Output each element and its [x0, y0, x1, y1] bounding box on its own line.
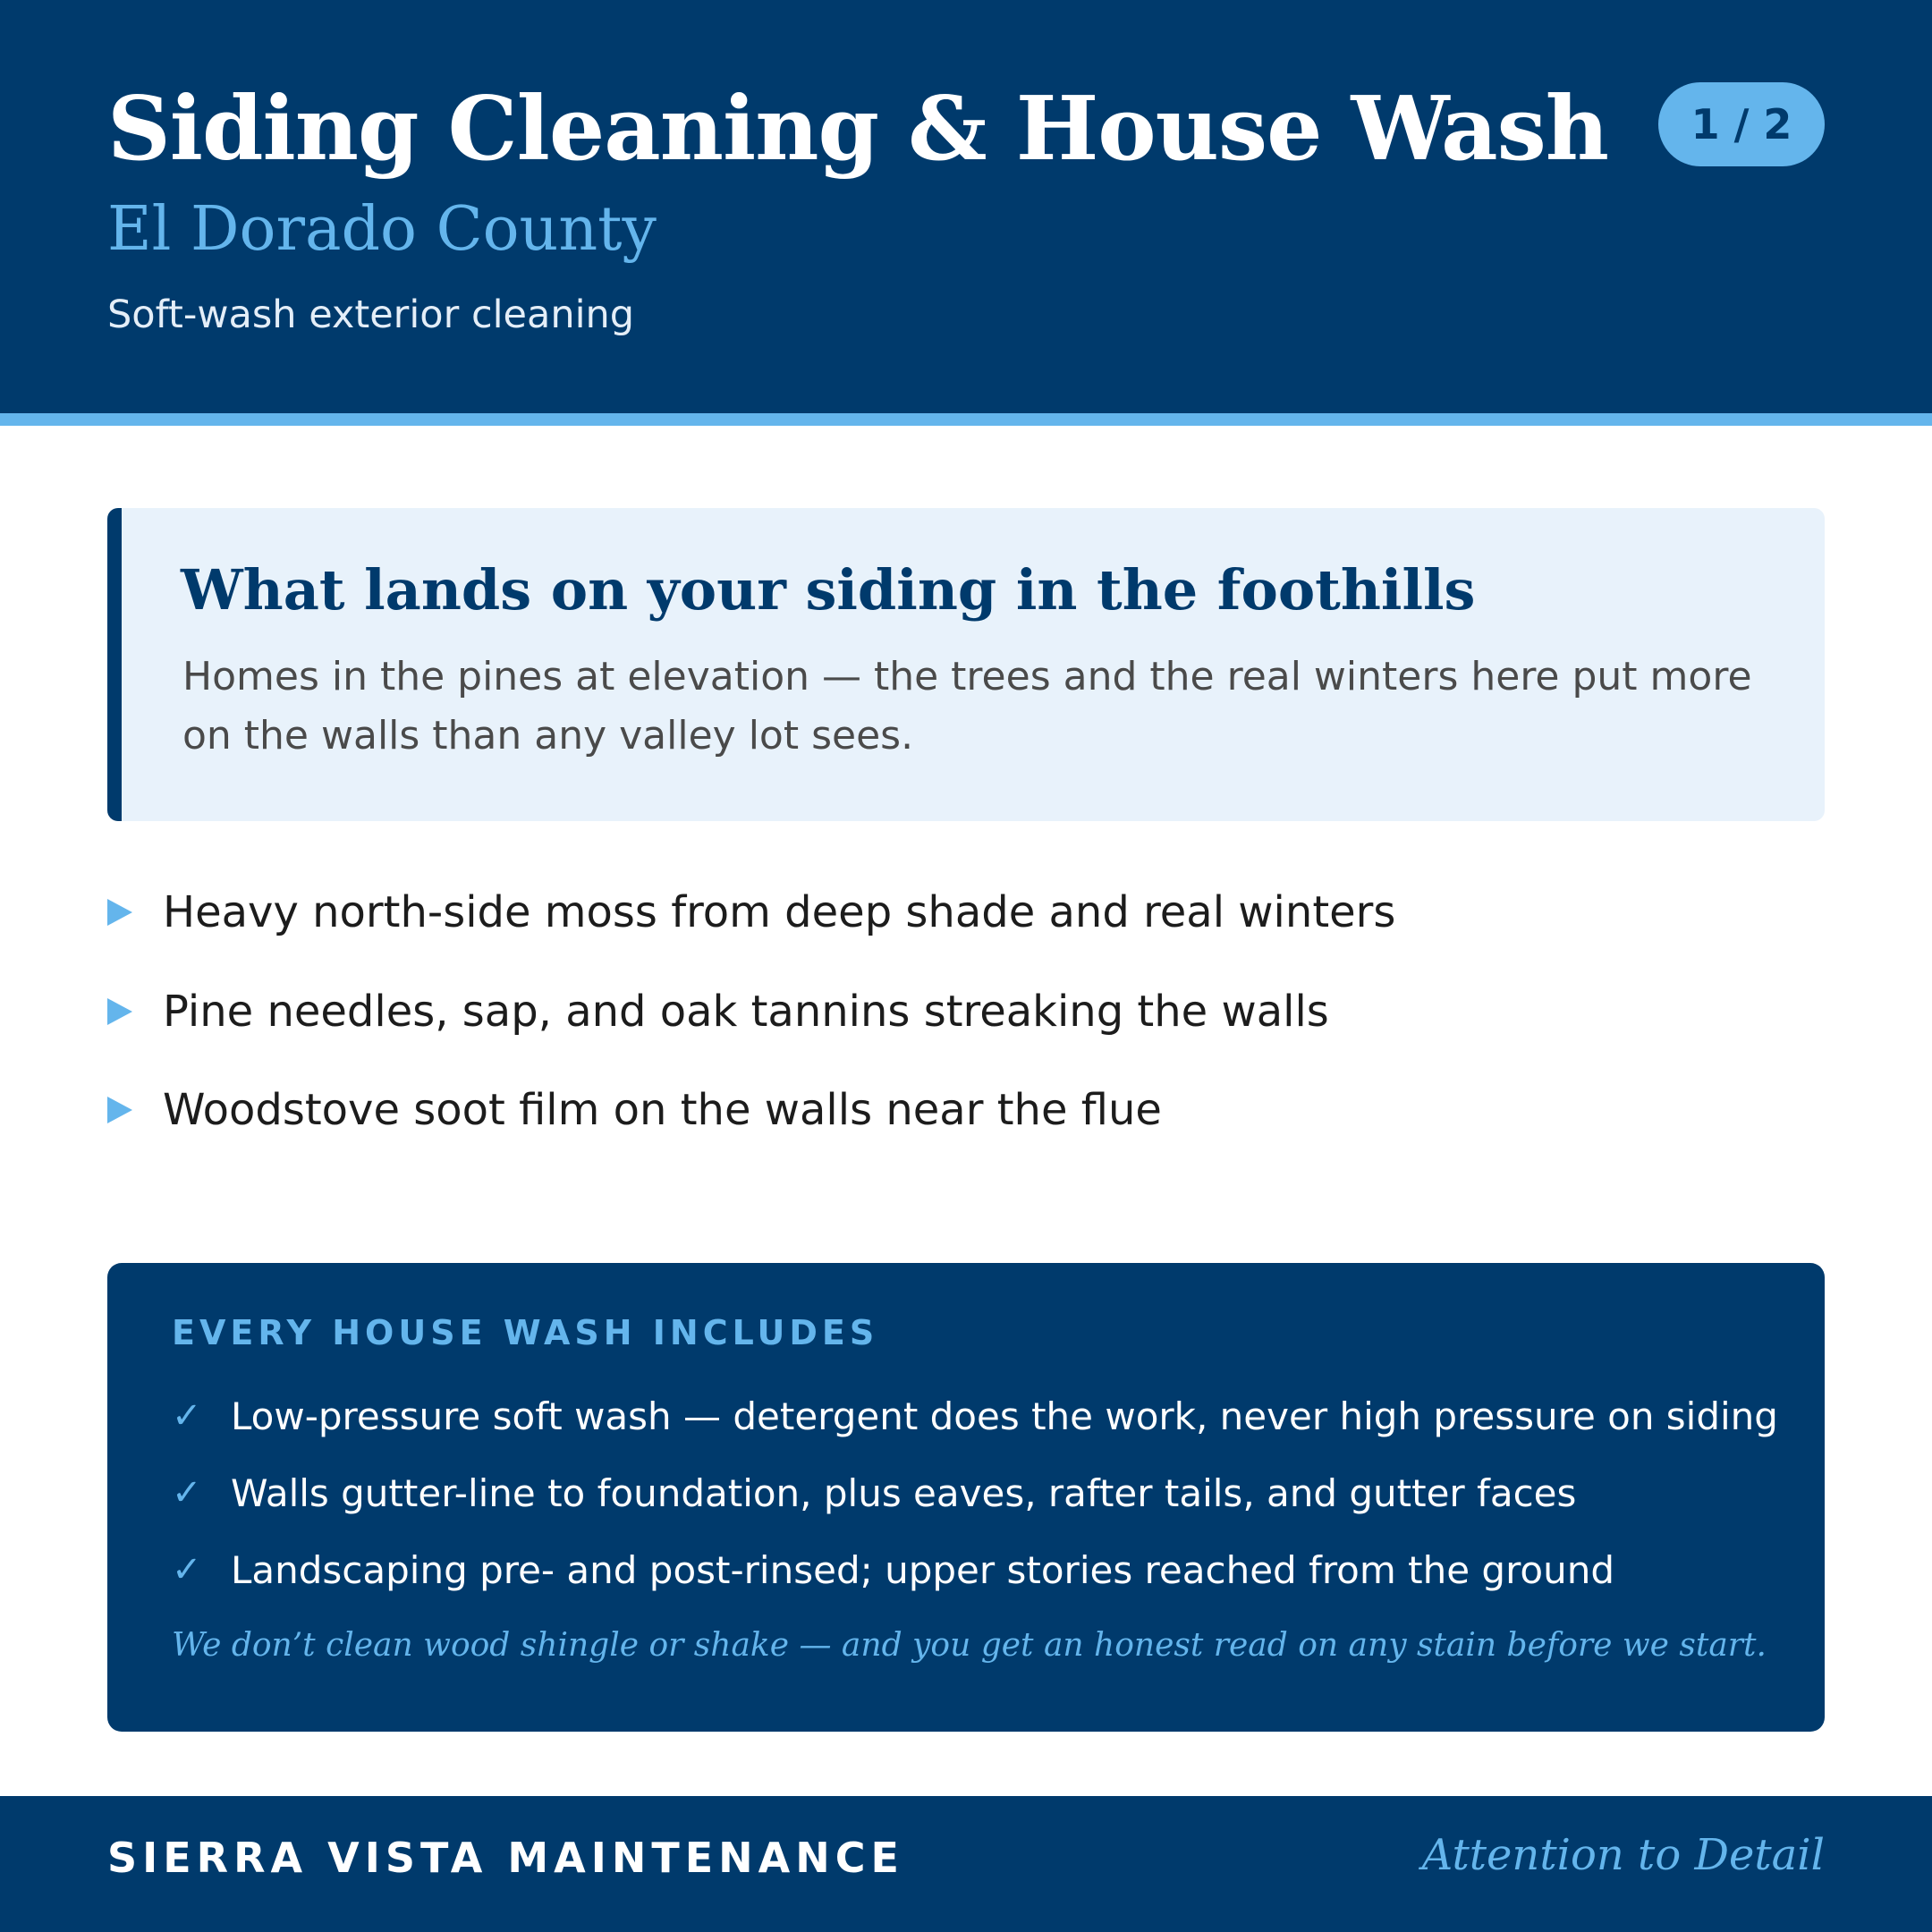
list-item-text: Heavy north-side moss from deep shade and real winters: [163, 887, 1396, 937]
page-indicator-badge: 1 / 2: [1658, 82, 1825, 166]
list-item: [107, 1074, 1807, 1146]
checkmark-icon: ✓: [172, 1395, 202, 1436]
location-subtitle: El Dorado County: [107, 194, 657, 265]
brand-slogan: Attention to Detail: [1421, 1830, 1825, 1880]
header-accent-stripe: [0, 413, 1932, 426]
brand-name: SIERRA VISTA MAINTENANCE: [107, 1834, 904, 1882]
list-item-text: Pine needles, sap, and oak tannins streaking the walls: [163, 987, 1329, 1037]
included-item: [172, 1462, 1800, 1524]
triangle-bullet-icon: [107, 998, 132, 1025]
included-item-text: Low-pressure soft wash — detergent does the work, never high pressure on siding: [231, 1394, 1778, 1438]
included-item-text: Landscaping pre- and post-rinsed; upper stories reached from the ground: [231, 1547, 1615, 1592]
included-item-text: Walls gutter-line to foundation, plus eaves, rafter tails, and gutter faces: [231, 1470, 1577, 1515]
intro-heading: What lands on your siding in the foothills: [181, 557, 1476, 623]
checkmark-icon: ✓: [172, 1549, 202, 1590]
list-item-text: Woodstove soot film on the walls near the flue: [163, 1085, 1162, 1135]
triangle-bullet-icon: [107, 899, 132, 926]
included-item: [172, 1538, 1800, 1601]
list-item: [107, 976, 1807, 1047]
intro-body: Homes in the pines at elevation — the trees and the real winters here put more on the walls than any valley lot sees.: [182, 654, 1752, 758]
includes-label: EVERY HOUSE WASH INCLUDES: [172, 1313, 879, 1352]
triangle-bullet-icon: [107, 1097, 132, 1123]
disclaimer-note: We don’t clean wood shingle or shake — and you get an honest read on any stain before we start.: [172, 1627, 1767, 1664]
list-item: [107, 877, 1807, 948]
included-item: [172, 1385, 1800, 1447]
checkmark-icon: ✓: [172, 1472, 202, 1513]
service-tagline: Soft-wash exterior cleaning: [107, 292, 635, 337]
page-title: Siding Cleaning & House Wash: [107, 78, 1609, 181]
